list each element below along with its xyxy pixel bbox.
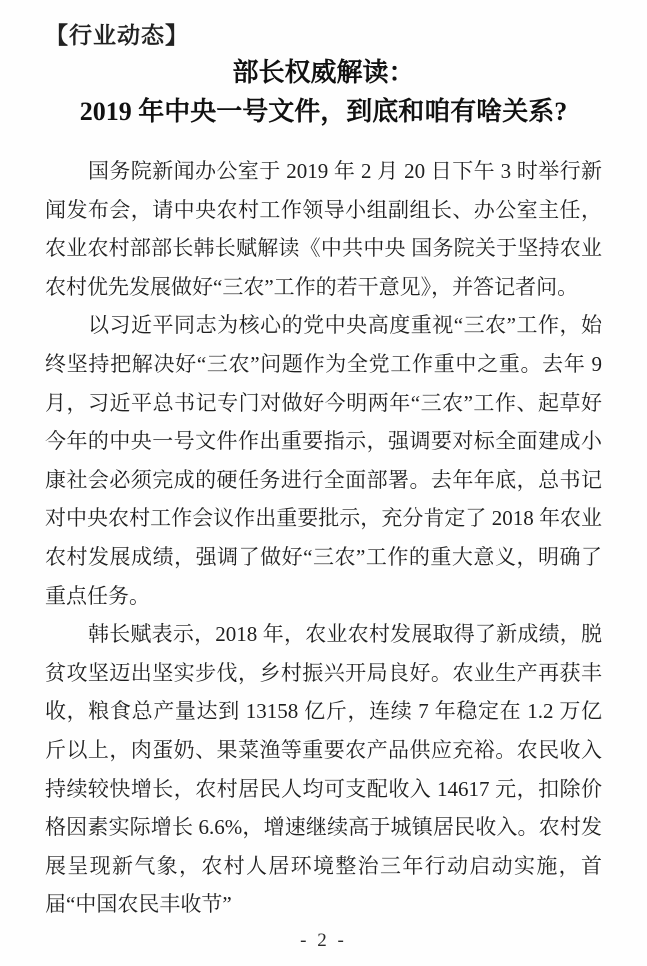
title-line-1: 部长权威解读： bbox=[232, 58, 415, 87]
paragraph-1: 国务院新闻办公室于 2019 年 2 月 20 日下午 3 时举行新闻发布会，请中央农村工作领导小组副组长、办公室主任，农业农村部部长韩长赋解读《中共中央 国务院关于坚持农业农村优先发展做好“三农”工作的若干意见》，并答记者问。 bbox=[45, 159, 602, 299]
page-number: - 2 - bbox=[300, 930, 347, 951]
document-title bbox=[0, 53, 647, 131]
title-line-2: 2019 年中央一号文件，到底和咱有啥关系? bbox=[79, 97, 568, 126]
section-label: 【行业动态】 bbox=[45, 22, 189, 48]
paragraph-3: 韩长赋表示，2018 年，农业农村发展取得了新成绩，脱贫攻坚迈出坚实步伐，乡村振兴开局良好。农业生产再获丰收，粮食总产量达到 13158 亿斤，连续 7 年稳定在 1.2 万亿斤以上，肉蛋奶、果菜渔等重要农产品供应充裕。农民收入持续较快增长，农村居民人均可支配收入 14617 元，扣除价格因素实际增长 6.6%，增速继续高于城镇居民收入。农村发展呈现新气象，农村人居环境整治三年行动启动实施，首届“中国农民丰收节” bbox=[45, 622, 602, 917]
document-body bbox=[45, 152, 602, 924]
paragraph-2: 以习近平同志为核心的党中央高度重视“三农”工作，始终坚持把解决好“三农”问题作为全党工作重中之重。去年 9 月，习近平总书记专门对做好今明两年“三农”工作、起草好今年的中央一号文件作出重要指示，强调要对标全面建成小康社会必须完成的硬任务进行全面部署。去年年底，总书记对中央农村工作会议作出重要批示，充分肯定了 2018 年农业农村发展成绩，强调了做好“三农”工作的重大意义，明确了重点任务。 bbox=[45, 313, 602, 608]
